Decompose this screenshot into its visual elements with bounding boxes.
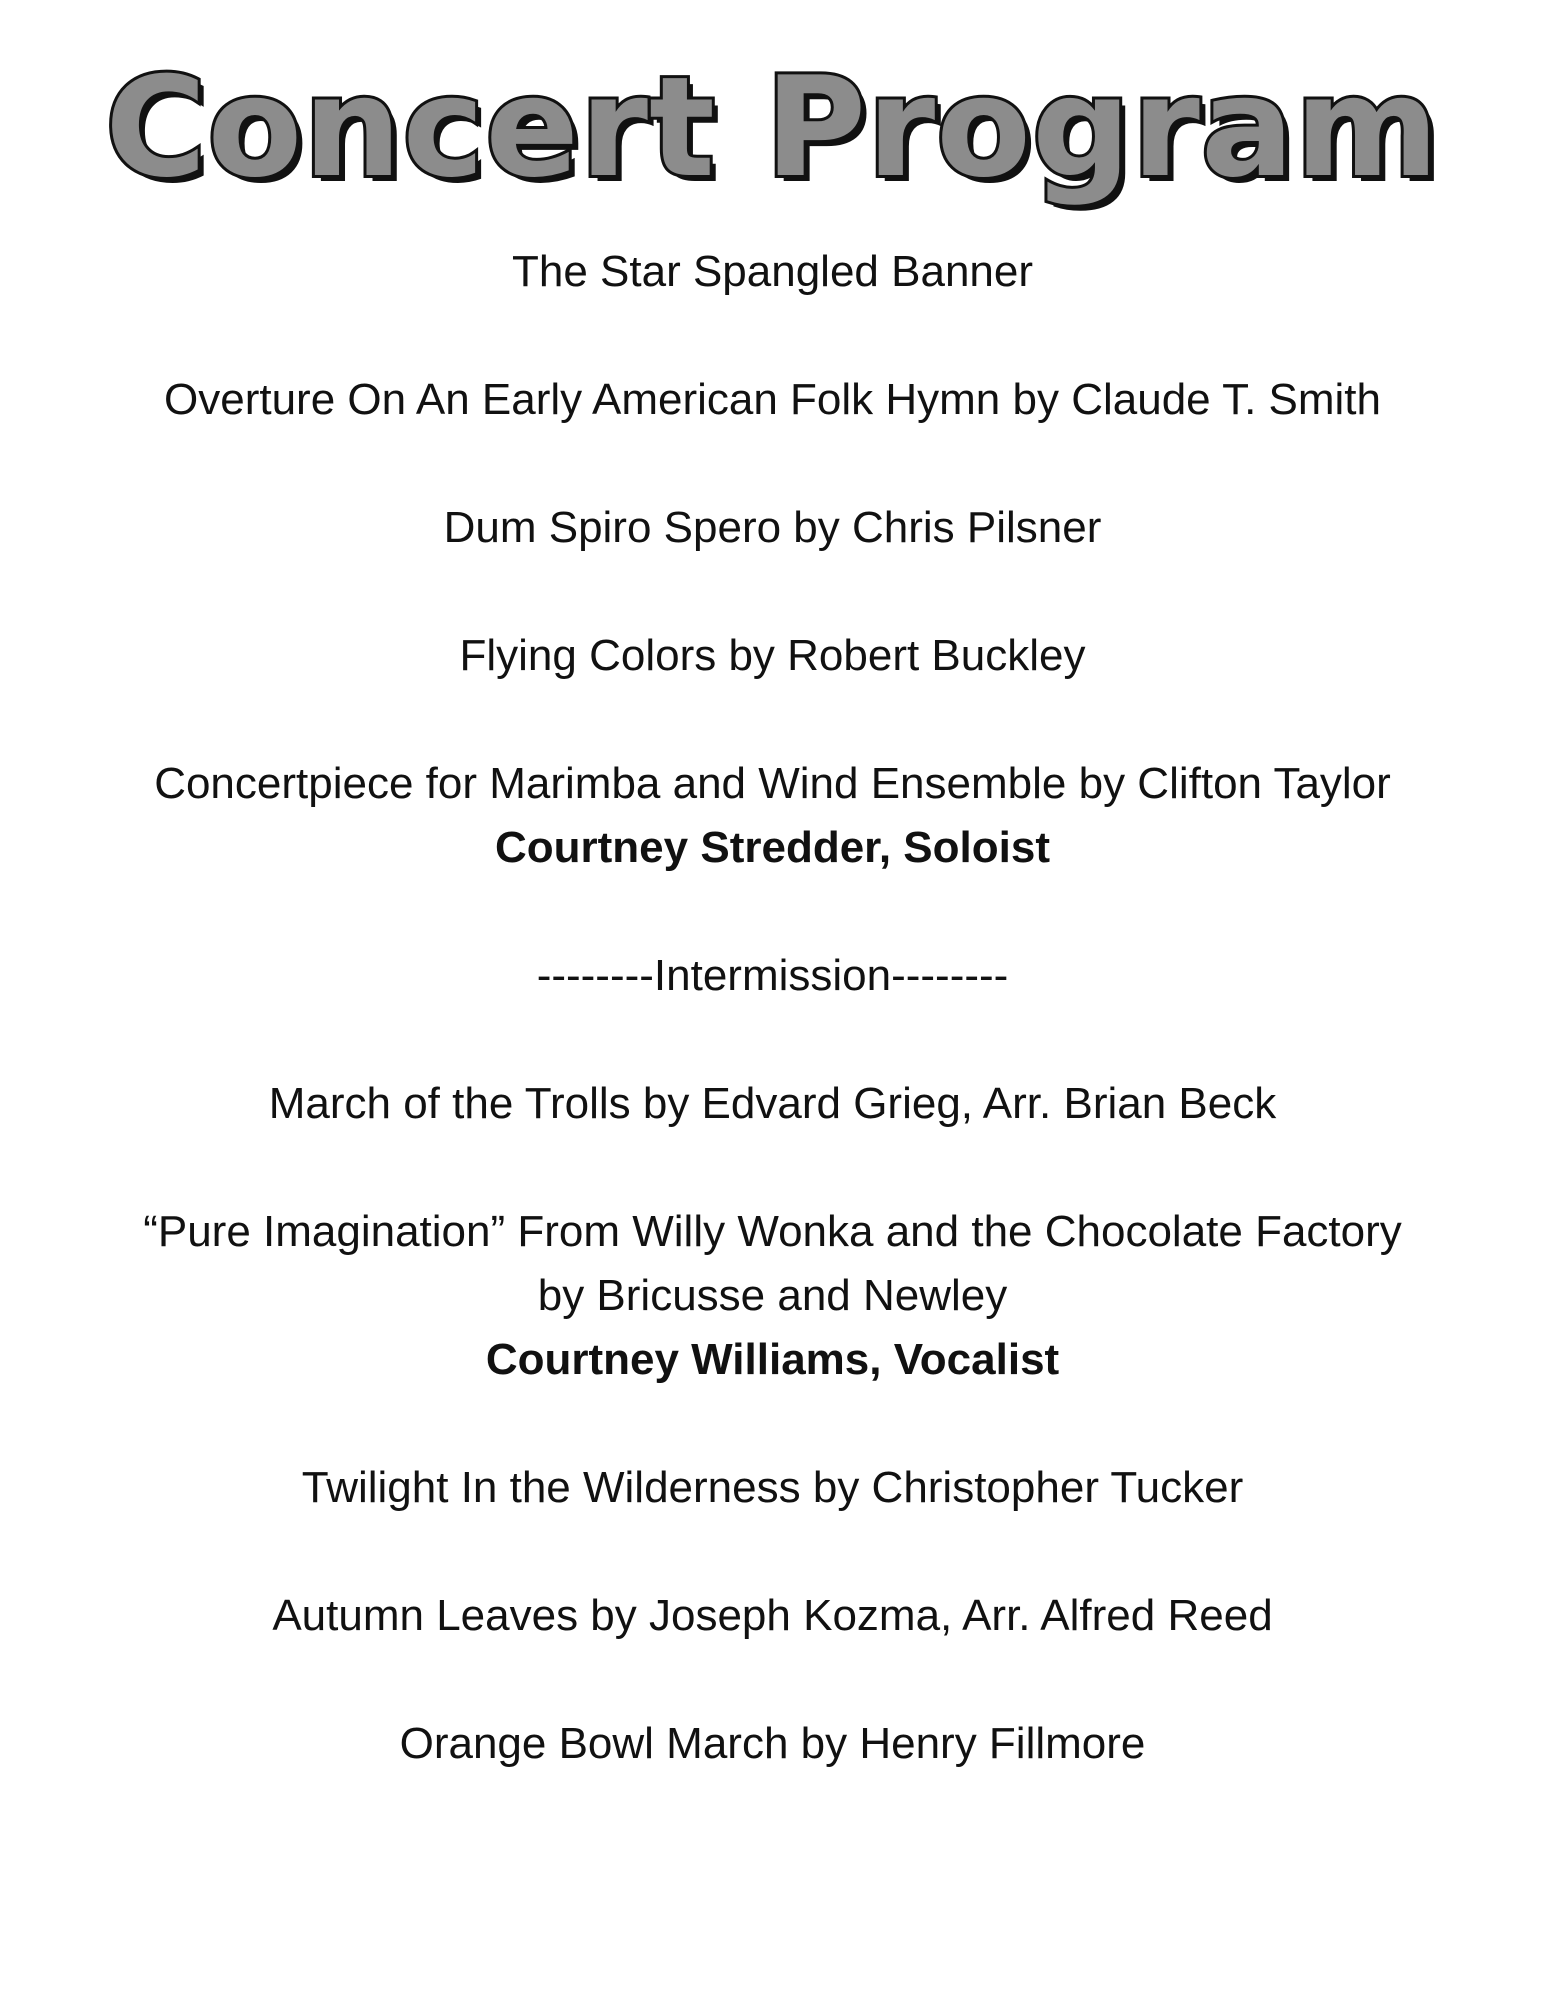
program-item-star-spangled-banner: The Star Spangled Banner [511, 247, 1034, 296]
program-item-orange-bowl-march: Orange Bowl March by Henry Fillmore [399, 1719, 1146, 1768]
program-item-autumn-leaves: Autumn Leaves by Joseph Kozma, Arr. Alfred Reed [272, 1591, 1273, 1640]
program-item-twilight-in-the-wilderness: Twilight In the Wilderness by Christopher Tucker [301, 1463, 1244, 1512]
soloist-credit: Courtney Stredder, Soloist [495, 823, 1050, 872]
program-item-pure-imagination: “Pure Imagination” From Willy Wonka and the Chocolate Factory [143, 1207, 1402, 1256]
page-title: Concert Program [105, 47, 1440, 208]
intermission-divider: --------Intermission-------- [536, 951, 1009, 1000]
vocalist-credit: Courtney Williams, Vocalist [485, 1335, 1060, 1384]
program-item-flying-colors: Flying Colors by Robert Buckley [459, 631, 1086, 680]
program-item-overture: Overture On An Early American Folk Hymn by Claude T. Smith [164, 375, 1381, 424]
program-item-pure-imagination-composers: by Bricusse and Newley [537, 1271, 1008, 1320]
program-item-dum-spiro-spero: Dum Spiro Spero by Chris Pilsner [443, 503, 1102, 552]
program-item-concertpiece: Concertpiece for Marimba and Wind Ensemble by Clifton Taylor [154, 759, 1391, 808]
program-item-march-of-the-trolls: March of the Trolls by Edvard Grieg, Arr. Brian Beck [268, 1079, 1277, 1128]
